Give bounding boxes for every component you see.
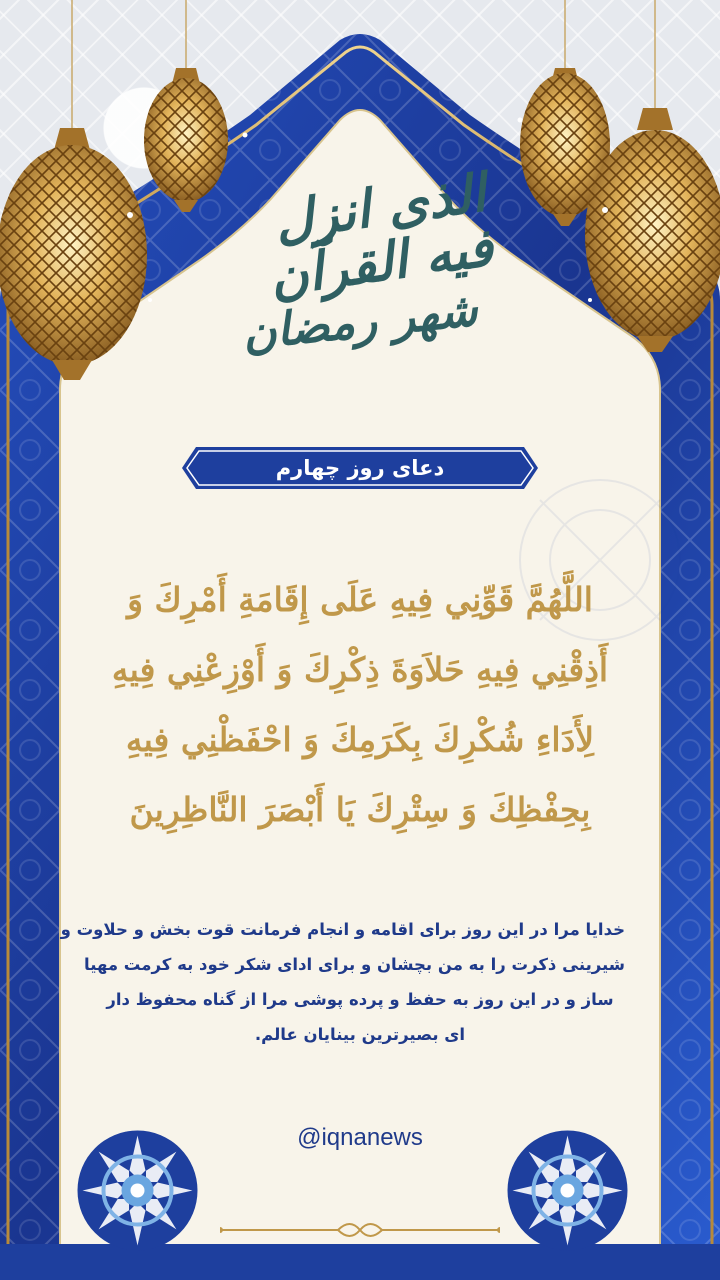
lantern-left-small	[144, 68, 228, 212]
persian-line-1: خدایا مرا در این روز برای اقامه و انجام فرمانت قوت بخش و حلاوت و	[60, 920, 625, 939]
ornament-divider	[220, 1215, 500, 1245]
arabic-line-3: لِأَدَاءِ شُكْرِكَ بِكَرَمِكَ وَ احْفَظْنِي فِيهِ	[125, 720, 595, 759]
arabic-line-2: أَذِقْنِي فِيهِ حَلاَوَةَ ذِكْرِكَ وَ أَوْزِعْنِي فِيهِ	[111, 650, 609, 689]
arabic-line-1: اللَّهُمَّ قَوِّنِي فِيهِ عَلَى إِقَامَةِ أَمْرِكَ وَ	[127, 580, 593, 619]
persian-line-3: ساز و در این روز به حفظ و پرده پوشی مرا از گناه محفوظ دار	[106, 990, 614, 1009]
calligraphy-line-1: الذی انزل فیه القرآن	[265, 162, 497, 309]
persian-line-4: ای بصیرترین بینایان عالم.	[254, 1025, 466, 1044]
persian-translation	[60, 912, 625, 1052]
calligraphy-line-2: شهر رمضان	[239, 282, 481, 361]
social-handle: @iqnanews	[297, 1124, 423, 1151]
rosette-right	[505, 1128, 630, 1253]
lantern-left-large	[0, 128, 147, 380]
persian-line-2: شیرینی ذکرت را به من بچشان و برای ادای شکر خود به کرمت مهیا	[84, 955, 625, 974]
arabic-line-4: بِحِفْظِكَ وَ سِتْرِكَ يَا أَبْصَرَ النَّاظِرِينَ	[129, 790, 591, 829]
arabic-prayer	[80, 565, 640, 845]
rosette-left	[75, 1128, 200, 1253]
day-title: دعای روز چهارم	[275, 456, 445, 480]
ramadan-calligraphy	[230, 162, 497, 365]
